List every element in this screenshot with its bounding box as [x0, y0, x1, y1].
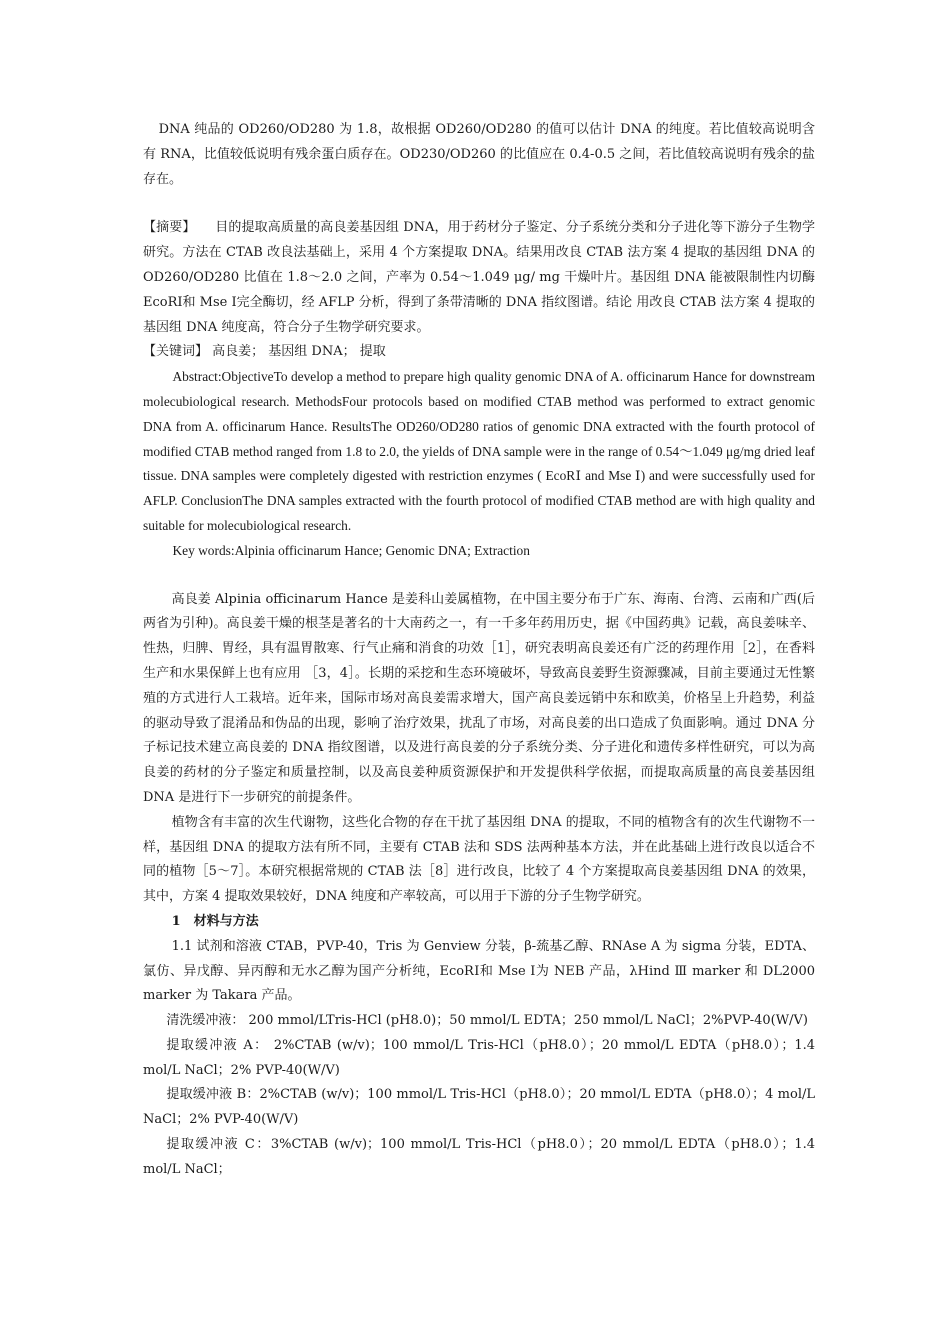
keywords-en: Key words:Alpinia officinarum Hance; Genomic DNA; Extraction: [172, 542, 530, 558]
subsection-1-1: 1.1 试剂和溶液 CTAB，PVP-40，Tris 为 Genview 分装，β-巯基乙醇、RNAse A 为 sigma 分装，EDTA、氯仿、异戊醇、异丙醇和无水乙醇为国产分析纯，EcoRⅠ和 Mse Ⅰ为 NEB 产品，λHind Ⅲ marker 和 DL2000 marker 为 Takara 产品。: [143, 938, 815, 1004]
section-heading-1: 1 材料与方法: [171, 913, 259, 929]
buffer-wash: 清洗缓冲液： 200 mmol/LTris-HCl (pH8.0)；50 mmol/L EDTA；250 mmol/L NaCl；2%PVP-40(W/V): [166, 1013, 808, 1029]
keywords-cn-text: 高良姜； 基因组 DNA； 提取: [212, 344, 386, 360]
body-paragraph-2: 植物含有丰富的次生代谢物，这些化合物的存在干扰了基因组 DNA 的提取，不同的植物含有的次生代谢物不一样，基因组 DNA 的提取方法有所不同，主要有 CTAB 法和 SDS 法两种基本方法，并在此基础上进行改良以适合不同的植物［5～7］。本研究根据常规的 CTAB 法［8］进行改良，比较了 4 个方案提取高良姜基因组 DNA 的效果，其中，方案 4 提取效果较好，DNA 纯度和产率较高，可以用于下游的分子生物学研究。: [143, 814, 815, 905]
keywords-cn-label: 【关键词】: [143, 344, 209, 360]
buffer-a: 提取缓冲液 A： 2%CTAB (w/v)；100 mmol/L Tris-HCl（pH8.0）；20 mmol/L EDTA（pH8.0）；1.4 mol/L NaCl；2% PVP-40(W/V): [143, 1037, 815, 1078]
abstract-cn: [143, 216, 815, 340]
document-page: [143, 118, 815, 1183]
abstract-cn-label: 【摘要】: [143, 220, 189, 236]
body-paragraph-1: 高良姜 Alpinia officinarum Hance 是姜科山姜属植物，在中国主要分布于广东、海南、台湾、云南和广西(后两省为引种)。高良姜干燥的根茎是著名的十大南药之一，有一千多年药用历史，据《中国药典》记载，高良姜味辛、性热，归脾、胃经，具有温胃散寒、行气止痛和消食的功效［1］，研究表明高良姜还有广泛的药理作用［2］，在香料生产和水果保鲜上也有应用 ［3，4］。长期的采挖和生态环境破坏，导致高良姜野生资源骤减，目前主要通过无性繁殖的方式进行人工栽培。近年来，国际市场对高良姜需求增大，国产高良姜远销中东和欧美，价格呈上升趋势，利益的驱动导致了混淆品和伪品的出现，影响了治疗效果，扰乱了市场，对高良姜的出口造成了负面影响。通过 DNA 分子标记技术建立高良姜的 DNA 指纹图谱，以及进行高良姜的分子系统分类、分子进化和遗传多样性研究，可以为高良姜的药材的分子鉴定和质量控制，以及高良姜种质资源保护和开发提供科学依据，而提取高质量的高良姜基因组 DNA 是进行下一步研究的前提条件。: [143, 591, 815, 805]
abstract-en: Abstract:ObjectiveTo develop a method to prepare high quality genomic DNA of A. officinarum Hance for downstream molecubiological research. MethodsFour protocols based on modified CTAB method was performed to extract genomic DNA from A. officinarum Hance. ResultsThe OD260/OD280 ratios of genomic DNA extracted with the fourth protocol of modified CTAB method ranged from 1.8 to 2.0, the yields of DNA sample were in the range of 0.54～1.049 μg/mg dried leaf tissue. DNA samples were completely digested with restriction enzymes ( EcoRⅠ and Mse Ⅰ) and were successfully used for AFLP. ConclusionThe DNA samples extracted with the fourth protocol of modified CTAB method are with high quality and suitable for molecubiological research.: [143, 369, 815, 533]
abstract-cn-text: 目的提取高质量的高良姜基因组 DNA，用于药材分子鉴定、分子系统分类和分子进化等下游分子生物学研究。方法在 CTAB 改良法基础上，采用 4 个方案提取 DNA。结果用改良 CTAB 法方案 4 提取的基因组 DNA 的 OD260/OD280 比值在 1.8～2.0 之间，产率为 0.54～1.049 μg/ mg 干燥叶片。基因组 DNA 能被限制性内切酶 EcoRⅠ和 Mse Ⅰ完全酶切，经 AFLP 分析，得到了条带清晰的 DNA 指纹图谱。结论 用改良 CTAB 法方案 4 提取的基因组 DNA 纯度高，符合分子生物学研究要求。: [143, 220, 815, 335]
buffer-c: 提取缓冲液 C：3%CTAB (w/v)；100 mmol/L Tris-HCl（pH8.0）；20 mmol/L EDTA（pH8.0）；1.4 mol/L NaCl；: [143, 1137, 815, 1177]
intro-paragraph: DNA 纯品的 OD260/OD280 为 1.8，故根据 OD260/OD280 的值可以估计 DNA 的纯度。若比值较高说明含有 RNA，比值较低说明有残余蛋白质存在。OD230/OD260 的比值应在 0.4-0.5 之间，若比值较高说明有残余的盐存在。: [143, 122, 815, 187]
buffer-b: 提取缓冲液 B：2%CTAB (w/v)；100 mmol/L Tris-HCl（pH8.0）；20 mmol/L EDTA（pH8.0）；4 mol/L NaCl；2% PVP-40(W/V): [143, 1087, 815, 1128]
keywords-cn: [143, 340, 815, 365]
